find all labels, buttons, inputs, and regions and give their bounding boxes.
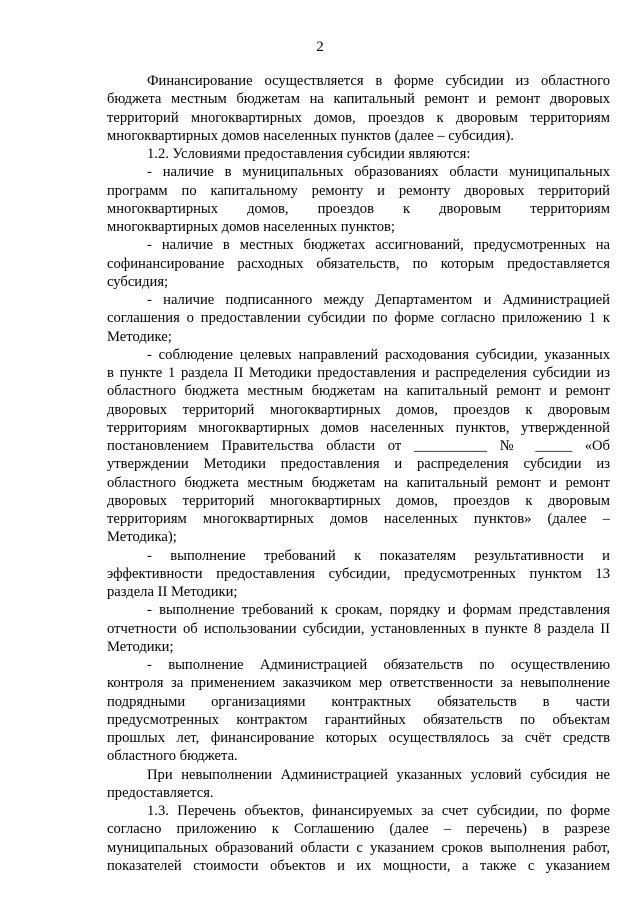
text-line: раздела II Методики;: [107, 584, 238, 600]
text-line: территориям многоквартирных домов населенных пунктов, утвержденной: [107, 419, 610, 436]
page-number: 2: [316, 39, 324, 55]
text-line: При невыполнении Администрацией указанных условий субсидия не: [147, 766, 610, 783]
text-line: предусмотренных контрактом гарантийных обязательств по объектам: [107, 711, 610, 728]
text-line: - наличие в местных бюджетах ассигнований, предусмотренных на: [147, 237, 610, 254]
text-line: Методики;: [107, 638, 174, 655]
text-line: дворовых территорий многоквартирных домов, проездов к дворовым: [107, 401, 610, 418]
text-line: муниципальных образований области с указанием сроков выполнения работ,: [107, 839, 610, 856]
text-line: Финансирование осуществляется в форме субсидии из областного: [147, 73, 610, 89]
text-line: - соблюдение целевых направлений расходования субсидии, указанных: [147, 346, 610, 363]
text-line: постановлением Правительства области от __________ № _____ «Об: [107, 438, 610, 454]
text-line: - выполнение требований к срокам, порядку и формам представления: [147, 602, 610, 619]
text-line: показателей стоимости объектов и их мощности, а также с указанием: [107, 857, 610, 874]
text-line: утверждении Методики предоставления и распределения субсидии из: [107, 456, 610, 473]
text-line: субсидия;: [107, 273, 169, 290]
text-line: предоставляется.: [107, 784, 214, 801]
text-line: областного бюджета местным бюджетам на капитальный ремонт и ремонт: [107, 383, 610, 400]
text-line: - наличие в муниципальных образованиях области муниципальных: [147, 164, 610, 181]
text-line: согласно приложению к Соглашению (далее – перечень) в разрезе: [107, 821, 610, 838]
text-line: софинансирование расходных обязательств, по которым предоставляется: [107, 255, 610, 272]
text-line: - выполнение требований к показателям результативности и: [147, 547, 610, 564]
text-line: многоквартирных домов населенных пунктов;: [107, 219, 395, 235]
text-line: бюджета местным бюджетам на капитальный ремонт и ремонт дворовых: [107, 91, 610, 108]
text-line: многоквартирных домов населенных пунктов (далее – субсидия).: [107, 127, 514, 144]
text-line: прошлых лет, финансирование которых осуществлялось за счёт средств: [107, 730, 610, 746]
text-line: программ по капитальному ремонту и ремонту дворовых территорий: [107, 182, 610, 199]
text-line: - наличие подписанного между Департаментом и Администрацией: [147, 292, 610, 308]
text-line: Методике;: [107, 328, 172, 345]
text-line: Методика);: [107, 529, 177, 546]
text-line: соглашения о предоставлении субсидии по форме согласно приложению 1 к: [107, 310, 610, 327]
text-line: областного бюджета местным бюджетам на капитальный ремонт и ремонт: [107, 474, 610, 491]
text-line: эффективности предоставления субсидии, предусмотренных пунктом 13: [107, 565, 610, 582]
text-line: - выполнение Администрацией обязательств по осуществлению: [147, 657, 610, 673]
text-line: отчетности об использовании субсидии, установленных в пункте 8 раздела II: [107, 620, 610, 637]
text-line: 1.2. Условиями предоставления субсидии являются:: [147, 146, 471, 162]
text-line: многоквартирных домов, проездов к дворовым территориям: [107, 200, 610, 217]
text-line: территориям многоквартирных домов населенных пунктов» (далее –: [107, 511, 610, 527]
text-line: 1.3. Перечень объектов, финансируемых за счет субсидии, по форме: [147, 803, 610, 819]
text-line: подрядными организациями контрактных обязательств в части: [107, 693, 610, 710]
document-body: [107, 72, 610, 875]
text-line: территорий многоквартирных домов, проездов к дворовым территориям: [107, 109, 610, 126]
text-line: областного бюджета.: [107, 748, 238, 765]
text-line: контроля за применением заказчиком мер ответственности за невыполнение: [107, 675, 610, 692]
text-line: в пункте 1 раздела II Методики предоставления и распределения субсидии из: [107, 365, 610, 381]
text-line: дворовых территорий многоквартирных домов, проездов к дворовым: [107, 492, 610, 509]
